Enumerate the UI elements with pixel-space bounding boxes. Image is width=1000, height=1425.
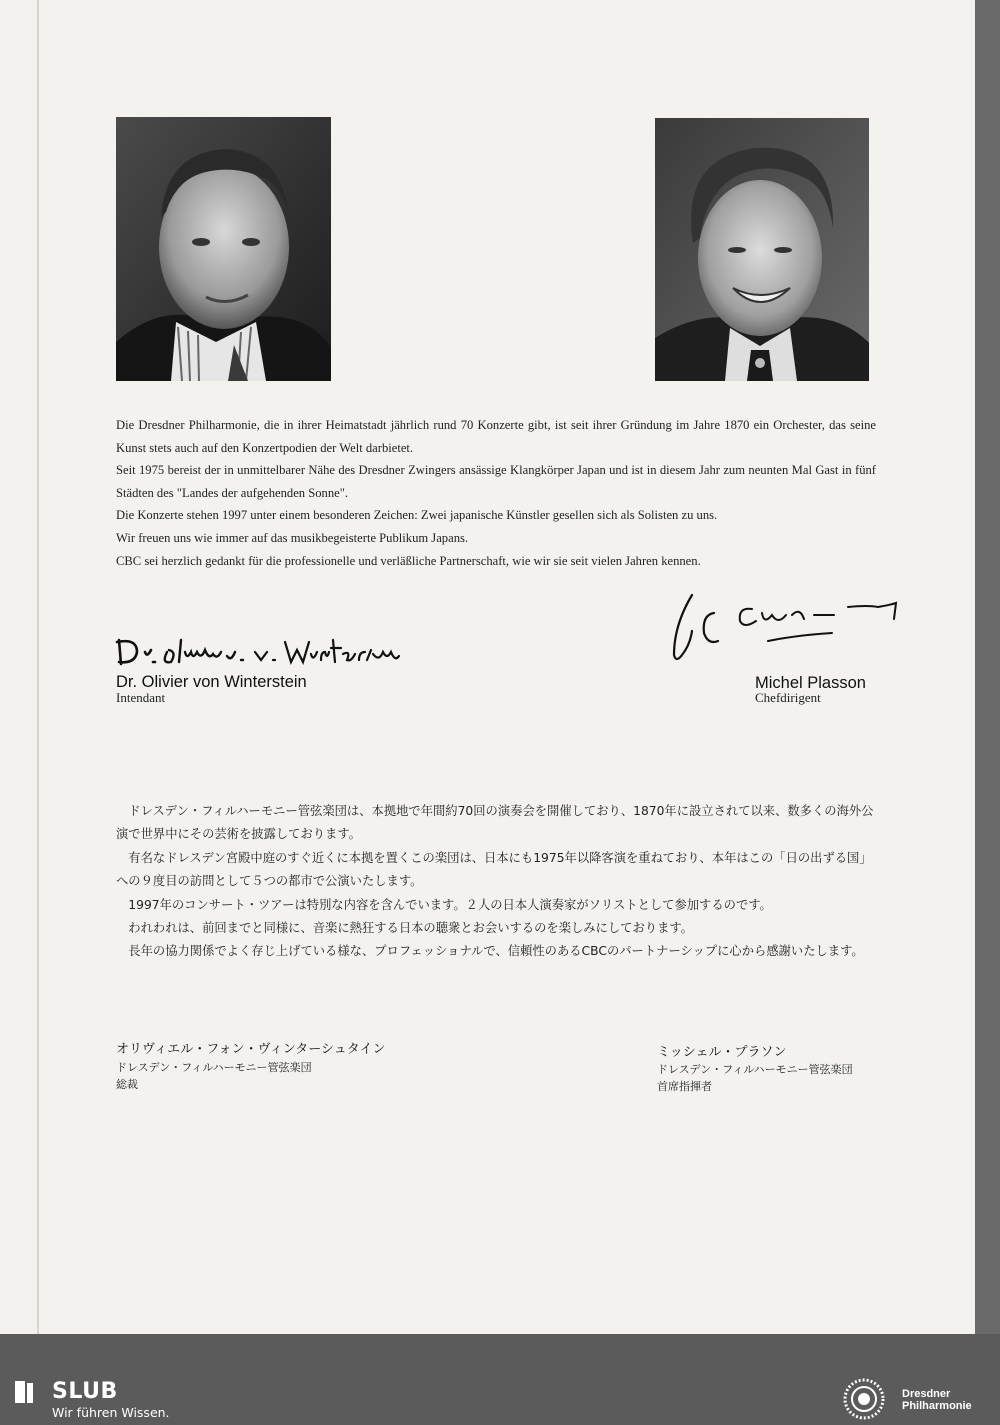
german-paragraph: Die Konzerte stehen 1997 unter einem besonderen Zeichen: Zwei japanische Künstler gesellen sich als Solisten zu uns. [116,508,718,523]
japanese-signatory-role-left: 総裁 [116,1078,138,1091]
japanese-signatory-org-right: ドレスデン・フィルハーモニー管弦楽団 [657,1063,853,1076]
signatory-name-right: Michel Plasson [755,674,866,692]
japanese-paragraph: 長年の協力関係でよく存じ上げている様な、プロフェッショナルで、信頼性のあるCBCのパートナーシップに心から感謝いたします。 [128,944,864,959]
german-paragraph: Die Dresdner Philharmonie, die in ihrer Heimatstadt jährlich rund 70 Konzerte gibt, ist seit ihrer Gründung im Jahre 1870 ein Orchester, das seine Kunst stets auch auf den Konzertpodien der Welt darbietet. [116,418,876,455]
japanese-signatory-name-right: ミッシェル・プラソン [657,1045,787,1060]
japanese-paragraph: ドレスデン・フィルハーモニー管弦楽団は、本拠地で年間約70回の演奏会を開催しており、1870年に設立されて以来、数多くの海外公演で世界中にその芸術を披露しております。 [116,804,874,842]
library-name: SLUB [52,1379,118,1404]
japanese-paragraph: 有名なドレスデン宮殿中庭のすぐ近くに本拠を置くこの楽団は、日本にも1975年以降客演を重ねており、本年はこの「日の出ずる国」への９度目の訪問として５つの都市で公演いたします。 [116,850,872,889]
orchestra-logo-icon [843,1378,885,1420]
signature-winterstein [115,630,400,670]
signatory-role-left: Intendant [116,690,166,705]
german-introduction [116,414,876,572]
japanese-introduction [116,800,881,964]
japanese-signatory-name-left: オリヴィエル・フォン・ヴィンターシュタイン [116,1042,386,1057]
japanese-paragraph: 1997年のコンサート・ツアーは特別な内容を含んでいます。２人の日本人演奏家がソリストとして参加するのです。 [128,897,772,912]
german-paragraph: Wir freuen uns wie immer auf das musikbegeisterte Publikum Japans. [116,530,469,545]
signature-plasson [668,585,908,665]
japanese-paragraph: われわれは、前回までと同様に、音楽に熱狂する日本の聴衆とお会いするのを楽しみにしております。 [128,921,693,936]
portrait-winterstein [116,117,331,381]
library-tagline: Wir führen Wissen. [52,1405,170,1420]
page-gutter [37,0,39,1334]
orchestra-wordmark-line1: Dresdner [902,1388,951,1400]
slub-logo-icon [13,1379,35,1405]
german-paragraph: CBC sei herzlich gedankt für die professionelle und verläßliche Partnerschaft, wie wir sie seit vielen Jahren kennen. [116,553,701,568]
signatory-role-right: Chefdirigent [755,690,821,705]
orchestra-wordmark [902,1388,972,1412]
japanese-signatory-role-right: 首席指揮者 [657,1080,712,1093]
portrait-plasson [655,118,869,381]
orchestra-wordmark-line2: Philharmonie [902,1400,972,1412]
signatory-name-left: Dr. Olivier von Winterstein [116,673,307,691]
page-edge [975,0,1000,1334]
japanese-signatory-org-left: ドレスデン・フィルハーモニー管弦楽団 [116,1061,312,1074]
german-paragraph: Seit 1975 bereist der in unmittelbarer Nähe des Dresdner Zwingers ansässige Klangkörper Japan und ist in diesem Jahr zum neunten Mal Gast in fünf Städten des "Landes der aufgehenden Sonne". [116,463,876,500]
